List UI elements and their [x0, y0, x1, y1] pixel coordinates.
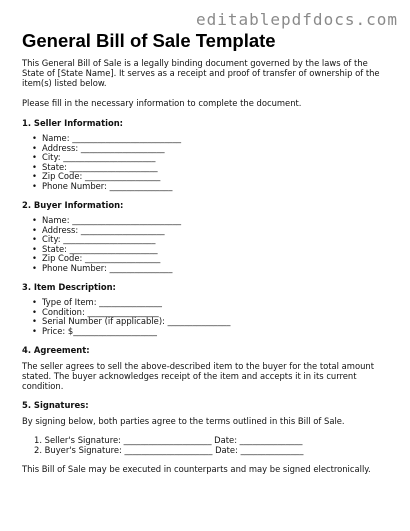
- page-title: General Bill of Sale Template: [22, 30, 276, 51]
- site-watermark: editablepdfdocs.com: [195, 10, 398, 29]
- buyer-address-field: • Address: ____________________: [42, 226, 392, 236]
- buyer-signature-line: 2. Buyer's Signature: _____________________ Date: _______________: [34, 445, 304, 455]
- agreement-heading: 4. Agreement:: [22, 345, 90, 355]
- buyer-phone-field: • Phone Number: _______________: [42, 264, 392, 274]
- item-condition-field: • Condition: _________________: [42, 308, 392, 318]
- item-type-field: • Type of Item: _______________: [42, 298, 392, 308]
- item-heading: 3. Item Description:: [22, 282, 116, 292]
- seller-fields: [22, 134, 392, 191]
- seller-city-field: • City: ______________________: [42, 153, 392, 163]
- instructions-paragraph: Please fill in the necessary information to complete the document.: [22, 98, 302, 108]
- seller-state-field: • State: _____________________: [42, 163, 392, 173]
- item-price-field: • Price: $____________________: [42, 327, 392, 337]
- seller-phone-field: • Phone Number: _______________: [42, 182, 392, 192]
- seller-zip-field: • Zip Code: __________________: [42, 172, 392, 182]
- item-fields: [22, 298, 392, 336]
- closing-paragraph: This Bill of Sale may be executed in counterparts and may be signed electronically.: [22, 464, 371, 474]
- seller-address-field: • Address: ____________________: [42, 144, 392, 154]
- buyer-city-field: • City: ______________________: [42, 235, 392, 245]
- item-serial-field: • Serial Number (if applicable): _______________: [42, 317, 392, 327]
- buyer-state-field: • State: _____________________: [42, 245, 392, 255]
- buyer-zip-field: • Zip Code: __________________: [42, 254, 392, 264]
- signatures-heading: 5. Signatures:: [22, 400, 89, 410]
- intro-paragraph: This General Bill of Sale is a legally binding document governed by the laws of the State of [State Name]. It serves as a receipt and proof of transfer of ownership of the item(s) listed below.: [22, 58, 380, 88]
- signatures-text: By signing below, both parties agree to the terms outlined in this Bill of Sale.: [22, 416, 345, 426]
- seller-signature-line: 1. Seller's Signature: _____________________ Date: _______________: [34, 435, 303, 445]
- document-body: [22, 58, 392, 474]
- buyer-fields: [22, 216, 392, 273]
- signature-lines: [22, 435, 392, 455]
- buyer-name-field: • Name: __________________________: [42, 216, 392, 226]
- agreement-text: The seller agrees to sell the above-described item to the buyer for the total amount stated. The buyer acknowledges receipt of the item and accepts it in its current condition.: [22, 361, 374, 391]
- buyer-heading: 2. Buyer Information:: [22, 200, 124, 210]
- seller-name-field: • Name: __________________________: [42, 134, 392, 144]
- seller-heading: 1. Seller Information:: [22, 118, 124, 128]
